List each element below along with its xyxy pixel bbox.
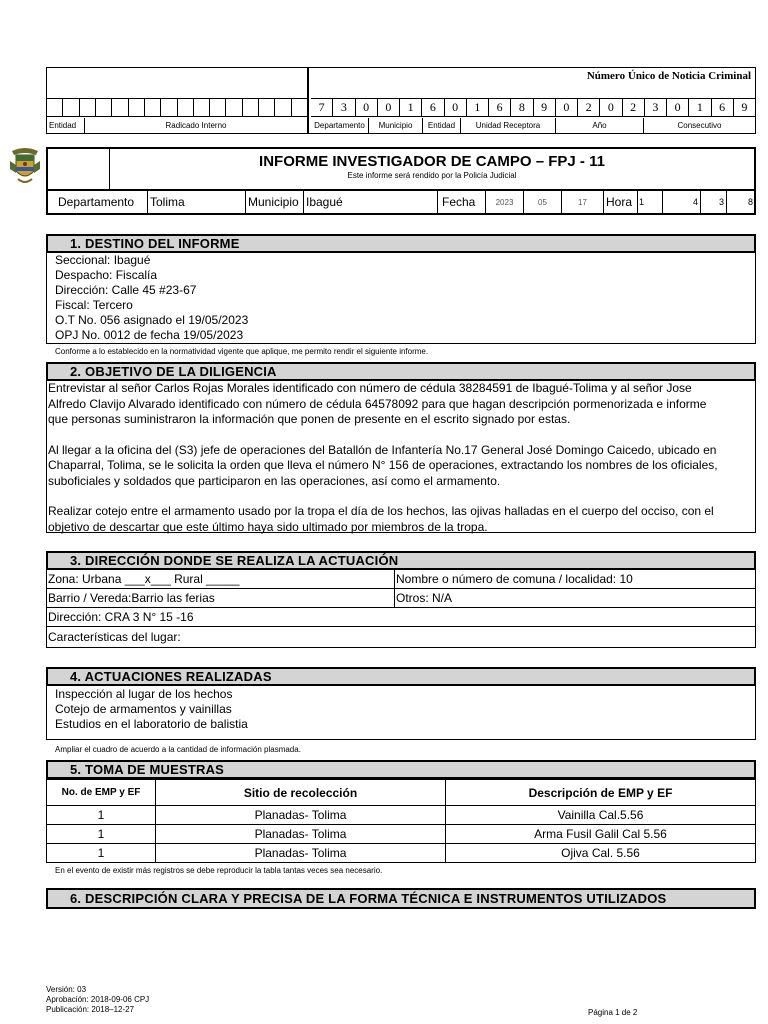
section1-note: Conforme a lo establecido en la normatividad vigente que aplique, me permito rendir el siguiente informe. xyxy=(55,347,429,356)
report-title: INFORME INVESTIGADOR DE CAMPO – FPJ - 11 xyxy=(259,153,605,170)
departamento-value: Tolima xyxy=(148,191,246,213)
radicado-block xyxy=(47,68,309,133)
nunc-title: Número Único de Noticia Criminal xyxy=(586,70,751,82)
col-header-sitio: Sitio de recolección xyxy=(156,780,446,806)
label-anio: Año xyxy=(556,118,644,133)
section3-title: 3. DIRECCIÓN DONDE SE REALIZA LA ACTUACIÓN xyxy=(46,551,756,570)
col-header-descripcion: Descripción de EMP y EF xyxy=(446,780,756,806)
nunc-digit: 1 xyxy=(689,99,711,116)
cell-descripcion: Ojiva Cal. 5.56 xyxy=(446,844,756,863)
municipio-value: Ibagué xyxy=(304,191,438,213)
nunc-digit: 6 xyxy=(712,99,734,116)
hora-digit-1: 1 xyxy=(639,197,645,207)
nunc-digit: 1 xyxy=(400,99,422,116)
objective-line: que personas suministraron la información que ponen de presente en el escrito signado por estas. xyxy=(48,412,571,426)
section4-note: Ampliar el cuadro de acuerdo a la cantidad de información plasmada. xyxy=(55,745,301,754)
nunc-digit: 2 xyxy=(578,99,600,116)
report-subtitle: Este informe será rendido por la Policía Judicial xyxy=(347,171,517,180)
cell-descripcion: Vainilla Cal.5.56 xyxy=(446,806,756,825)
hora-digit-4: 8 xyxy=(726,191,754,213)
section2-body xyxy=(46,381,756,533)
label-entidad: Entidad xyxy=(47,118,85,133)
label-departamento: Departamento xyxy=(311,118,369,133)
section1-line: Fiscal: Tercero xyxy=(55,298,133,312)
objective-line: Alfredo Clavijo Alvarado identificado con número de cédula 64578092 para que hagan descripción pormenorizada e informe xyxy=(48,396,707,411)
section6-title: 6. DESCRIPCIÓN CLARA Y PRECISA DE LA FORMA TÉCNICA E INSTRUMENTOS UTILIZADOS xyxy=(46,888,756,909)
section1-line: Despacho: Fiscalía xyxy=(55,268,158,282)
nunc-table xyxy=(46,67,756,134)
nunc-digit: 0 xyxy=(600,99,622,116)
nunc-digit: 9 xyxy=(741,100,748,114)
nunc-digit: 0 xyxy=(556,99,578,116)
label-municipio: Municipio xyxy=(369,118,423,133)
nunc-digit: 7 xyxy=(311,99,333,116)
caracteristicas-field: Características del lugar: xyxy=(48,630,181,644)
hora-cells xyxy=(638,191,754,213)
actuacion-item: Estudios en el laboratorio de balistia xyxy=(55,717,248,731)
zona-field: Zona: Urbana ___x___ Rural _____ xyxy=(47,570,395,589)
section5-note: En el evento de existir más registros se debe reproducir la tabla tantas veces sea necesario. xyxy=(55,866,383,875)
objective-line: objetivo de descartar que este último haya sido ultimado por miembros de la tropa. xyxy=(48,519,488,534)
comuna-field: Nombre o número de comuna / localidad: 10 xyxy=(395,570,755,589)
cell-numero: 1 xyxy=(47,844,156,863)
nunc-digit: 0 xyxy=(356,99,378,116)
section4-title: 4. ACTUACIONES REALIZADAS xyxy=(46,667,756,686)
report-header xyxy=(46,147,756,215)
section1-line: Dirección: Calle 45 #23-67 xyxy=(55,283,197,297)
section1-body xyxy=(46,253,756,344)
nunc-digit: 3 xyxy=(645,99,667,116)
hora-digit-2: 4 xyxy=(662,191,700,213)
section2-title: 2. OBJETIVO DE LA DILIGENCIA xyxy=(46,362,756,381)
section4-body xyxy=(46,686,756,740)
objective-line: Realizar cotejo entre el armamento usado por la tropa el día de los hechos, las ojivas halladas en el cuerpo del occiso, con el xyxy=(48,504,714,518)
label-unidad: Unidad Receptora xyxy=(461,118,556,133)
colombia-coat-of-arms-logo xyxy=(8,145,42,187)
direccion-field: Dirección: CRA 3 N° 15 -16 xyxy=(47,608,755,627)
footer-version: Versión: 03 xyxy=(46,985,87,994)
objective-line: Chaparral, Tolima, se le solicita la orden que lleva el número N° 156 de operaciones, extractando los nombres de los oficiales, xyxy=(48,458,718,472)
nunc-block xyxy=(311,68,755,133)
nunc-digit: 2 xyxy=(623,99,645,116)
cell-sitio: Planadas- Tolima xyxy=(156,806,446,825)
section5-title: 5. TOMA DE MUESTRAS xyxy=(46,760,756,779)
label-consecutivo: Consecutivo xyxy=(677,121,722,130)
nunc-digit: 8 xyxy=(511,99,533,116)
objective-line: Entrevistar al señor Carlos Rojas Morales identificado con número de cédula 38284591 de Ibagué-Tolima y al señor Jose xyxy=(48,381,692,395)
section1-line: OPJ No. 0012 de fecha 19/05/2023 xyxy=(55,328,244,342)
nunc-digit: 0 xyxy=(378,99,400,116)
header-blank-cell xyxy=(48,149,110,189)
barrio-field: Barrio / Vereda:Barrio las ferias xyxy=(47,589,395,608)
cell-sitio: Planadas- Tolima xyxy=(156,844,446,863)
footer-pagina: Página 1 de 2 xyxy=(588,1008,638,1017)
fecha-month: 05 xyxy=(524,191,562,213)
radicado-cells xyxy=(47,99,307,116)
label-entidad-nunc: Entidad xyxy=(423,118,461,133)
nunc-digit: 3 xyxy=(333,99,355,116)
nunc-digit-cells xyxy=(311,99,755,116)
otros-field: Otros: N/A xyxy=(395,589,755,608)
hora-digit-3: 3 xyxy=(700,191,726,213)
fecha-year: 2023 xyxy=(486,191,524,213)
section1-line: Seccional: Ibagué xyxy=(55,253,151,267)
nunc-digit: 1 xyxy=(467,99,489,116)
section3-body xyxy=(46,570,756,648)
nunc-digit: 6 xyxy=(489,99,511,116)
cell-sitio: Planadas- Tolima xyxy=(156,825,446,844)
cell-descripcion: Arma Fusil Galil Cal 5.56 xyxy=(446,825,756,844)
nunc-digit: 6 xyxy=(422,99,444,116)
cell-numero: 1 xyxy=(47,806,156,825)
cell-numero: 1 xyxy=(47,825,156,844)
table-row xyxy=(47,844,756,863)
table-row xyxy=(47,806,756,825)
nunc-digit: 9 xyxy=(534,99,556,116)
section1-title: 1. DESTINO DEL INFORME xyxy=(46,234,756,253)
nunc-digit: 0 xyxy=(445,99,467,116)
nunc-digit: 0 xyxy=(667,99,689,116)
label-radicado: Radicado Interno xyxy=(165,121,227,130)
muestras-table xyxy=(46,779,756,863)
objective-line: suboficiales y soldados que participaron en las operaciones, así como el armamento. xyxy=(48,473,501,488)
footer-meta xyxy=(46,985,149,1015)
actuacion-item: Cotejo de armamentos y vainillas xyxy=(55,702,232,716)
table-row xyxy=(47,825,756,844)
municipio-label: Municipio xyxy=(246,191,304,213)
col-header-numero: No. de EMP y EF xyxy=(47,780,156,806)
footer-aprobacion: Aprobación: 2018-09-06 CPJ xyxy=(46,995,150,1004)
section1-line: O.T No. 056 asignado el 19/05/2023 xyxy=(55,313,249,327)
hora-label: Hora xyxy=(604,191,638,213)
footer-publicacion: Publicación: 2018–12-27 xyxy=(46,1005,135,1014)
fecha-day: 17 xyxy=(562,191,604,213)
fecha-label: Fecha xyxy=(438,191,486,213)
actuacion-item: Inspección al lugar de los hechos xyxy=(55,687,233,701)
objective-line: Al llegar a la oficina del (S3) jefe de operaciones del Batallón de Infantería No.17 General José Domingo Caicedo, ubicado en xyxy=(48,442,717,457)
departamento-label: Departamento xyxy=(48,191,148,213)
